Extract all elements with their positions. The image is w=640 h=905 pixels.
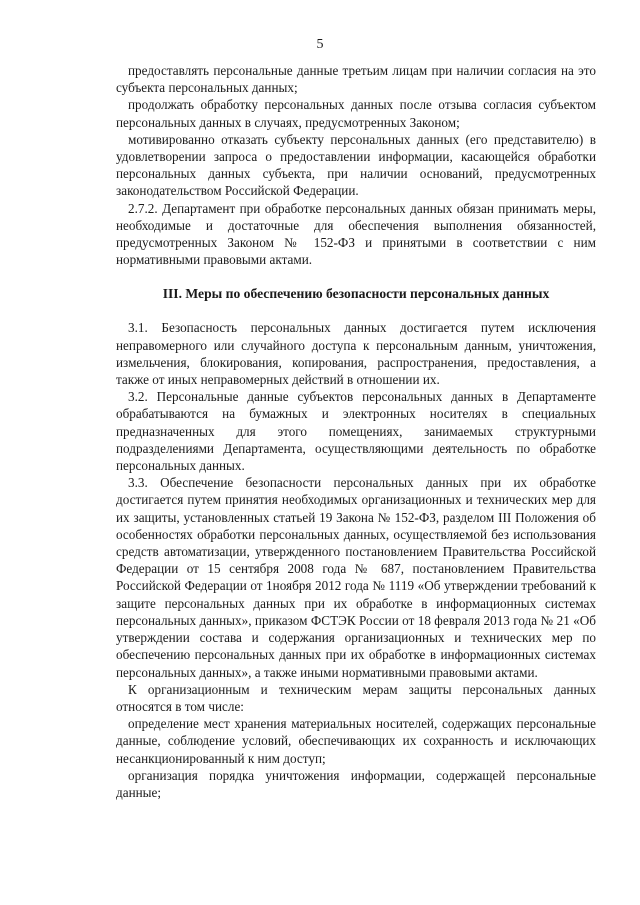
- paragraph: продолжать обработку персональных данных после отзыва согласия субъектом персональных данных в случаях, предусмотренных Законом;: [116, 97, 596, 130]
- paragraph: 3.3. Обеспечение безопасности персональных данных при их обработке достигается путем принятия необходимых организационных и технических мер для их защиты, установленных статьей 19 Закона № 152-ФЗ, разделом III Положения об особенностях обработки персональных данных, осуществляемой без использования средств автоматизации, утвержденного постановлением Правительства Российской Федерации от 15 сентября 2008 года № 687, постановлением Правительства Российской Федерации от 1ноября 2012 года № 1119 «Об утверждении требований к защите персональных данных при их обработке в информационных системах персональных данных», приказом ФСТЭК России от 18 февраля 2013 года № 21 «Об утверждении состава и содержания организационных и технических мер по обеспечению персональных данных при их обработке в информационных системах персональных данных», а также иными нормативными правовыми актами.: [116, 475, 596, 680]
- paragraph: предоставлять персональные данные третьим лицам при наличии согласия на это субъекта персональных данных;: [116, 63, 596, 96]
- document-body: [116, 62, 596, 801]
- paragraph: мотивированно отказать субъекту персональных данных (его представителю) в удовлетворении запроса о предоставлении информации, касающейся обработки персональных данных субъекта, при наличии оснований, предусмотренных законодательством Российской Федерации.: [116, 131, 596, 199]
- page-number: 5: [316, 37, 324, 52]
- paragraph: 2.7.2. Департамент при обработке персональных данных обязан принимать меры, необходимые и достаточные для обеспечения выполнения обязанностей, предусмотренных Законом № 152-ФЗ и принятыми в соответствии с ним нормативными правовыми актами.: [116, 200, 596, 268]
- paragraph: определение мест хранения материальных носителей, содержащих персональные данные, соблюдение условий, обеспечивающих их сохранность и исключающих несанкционированный к ним доступ;: [116, 716, 596, 766]
- paragraph: 3.1. Безопасность персональных данных достигается путем исключения неправомерного или случайного доступа к персональным данным, уничтожения, измельчения, блокирования, копирования, распространения, предоставления, а также от иных неправомерных действий в отношении их.: [116, 320, 596, 388]
- section-heading: III. Меры по обеспечению безопасности персональных данных: [162, 286, 550, 302]
- paragraph: организация порядка уничтожения информации, содержащей персональные данные;: [116, 767, 596, 800]
- paragraph: К организационным и техническим мерам защиты персональных данных относятся в том числе:: [116, 681, 596, 714]
- paragraph: 3.2. Персональные данные субъектов персональных данных в Департаменте обрабатываются на бумажных и электронных носителях в специальных предназначенных для этого помещениях, занимаемых структурными подразделениями Департамента, осуществляющими деятельность по обработке персональных данных.: [116, 389, 596, 474]
